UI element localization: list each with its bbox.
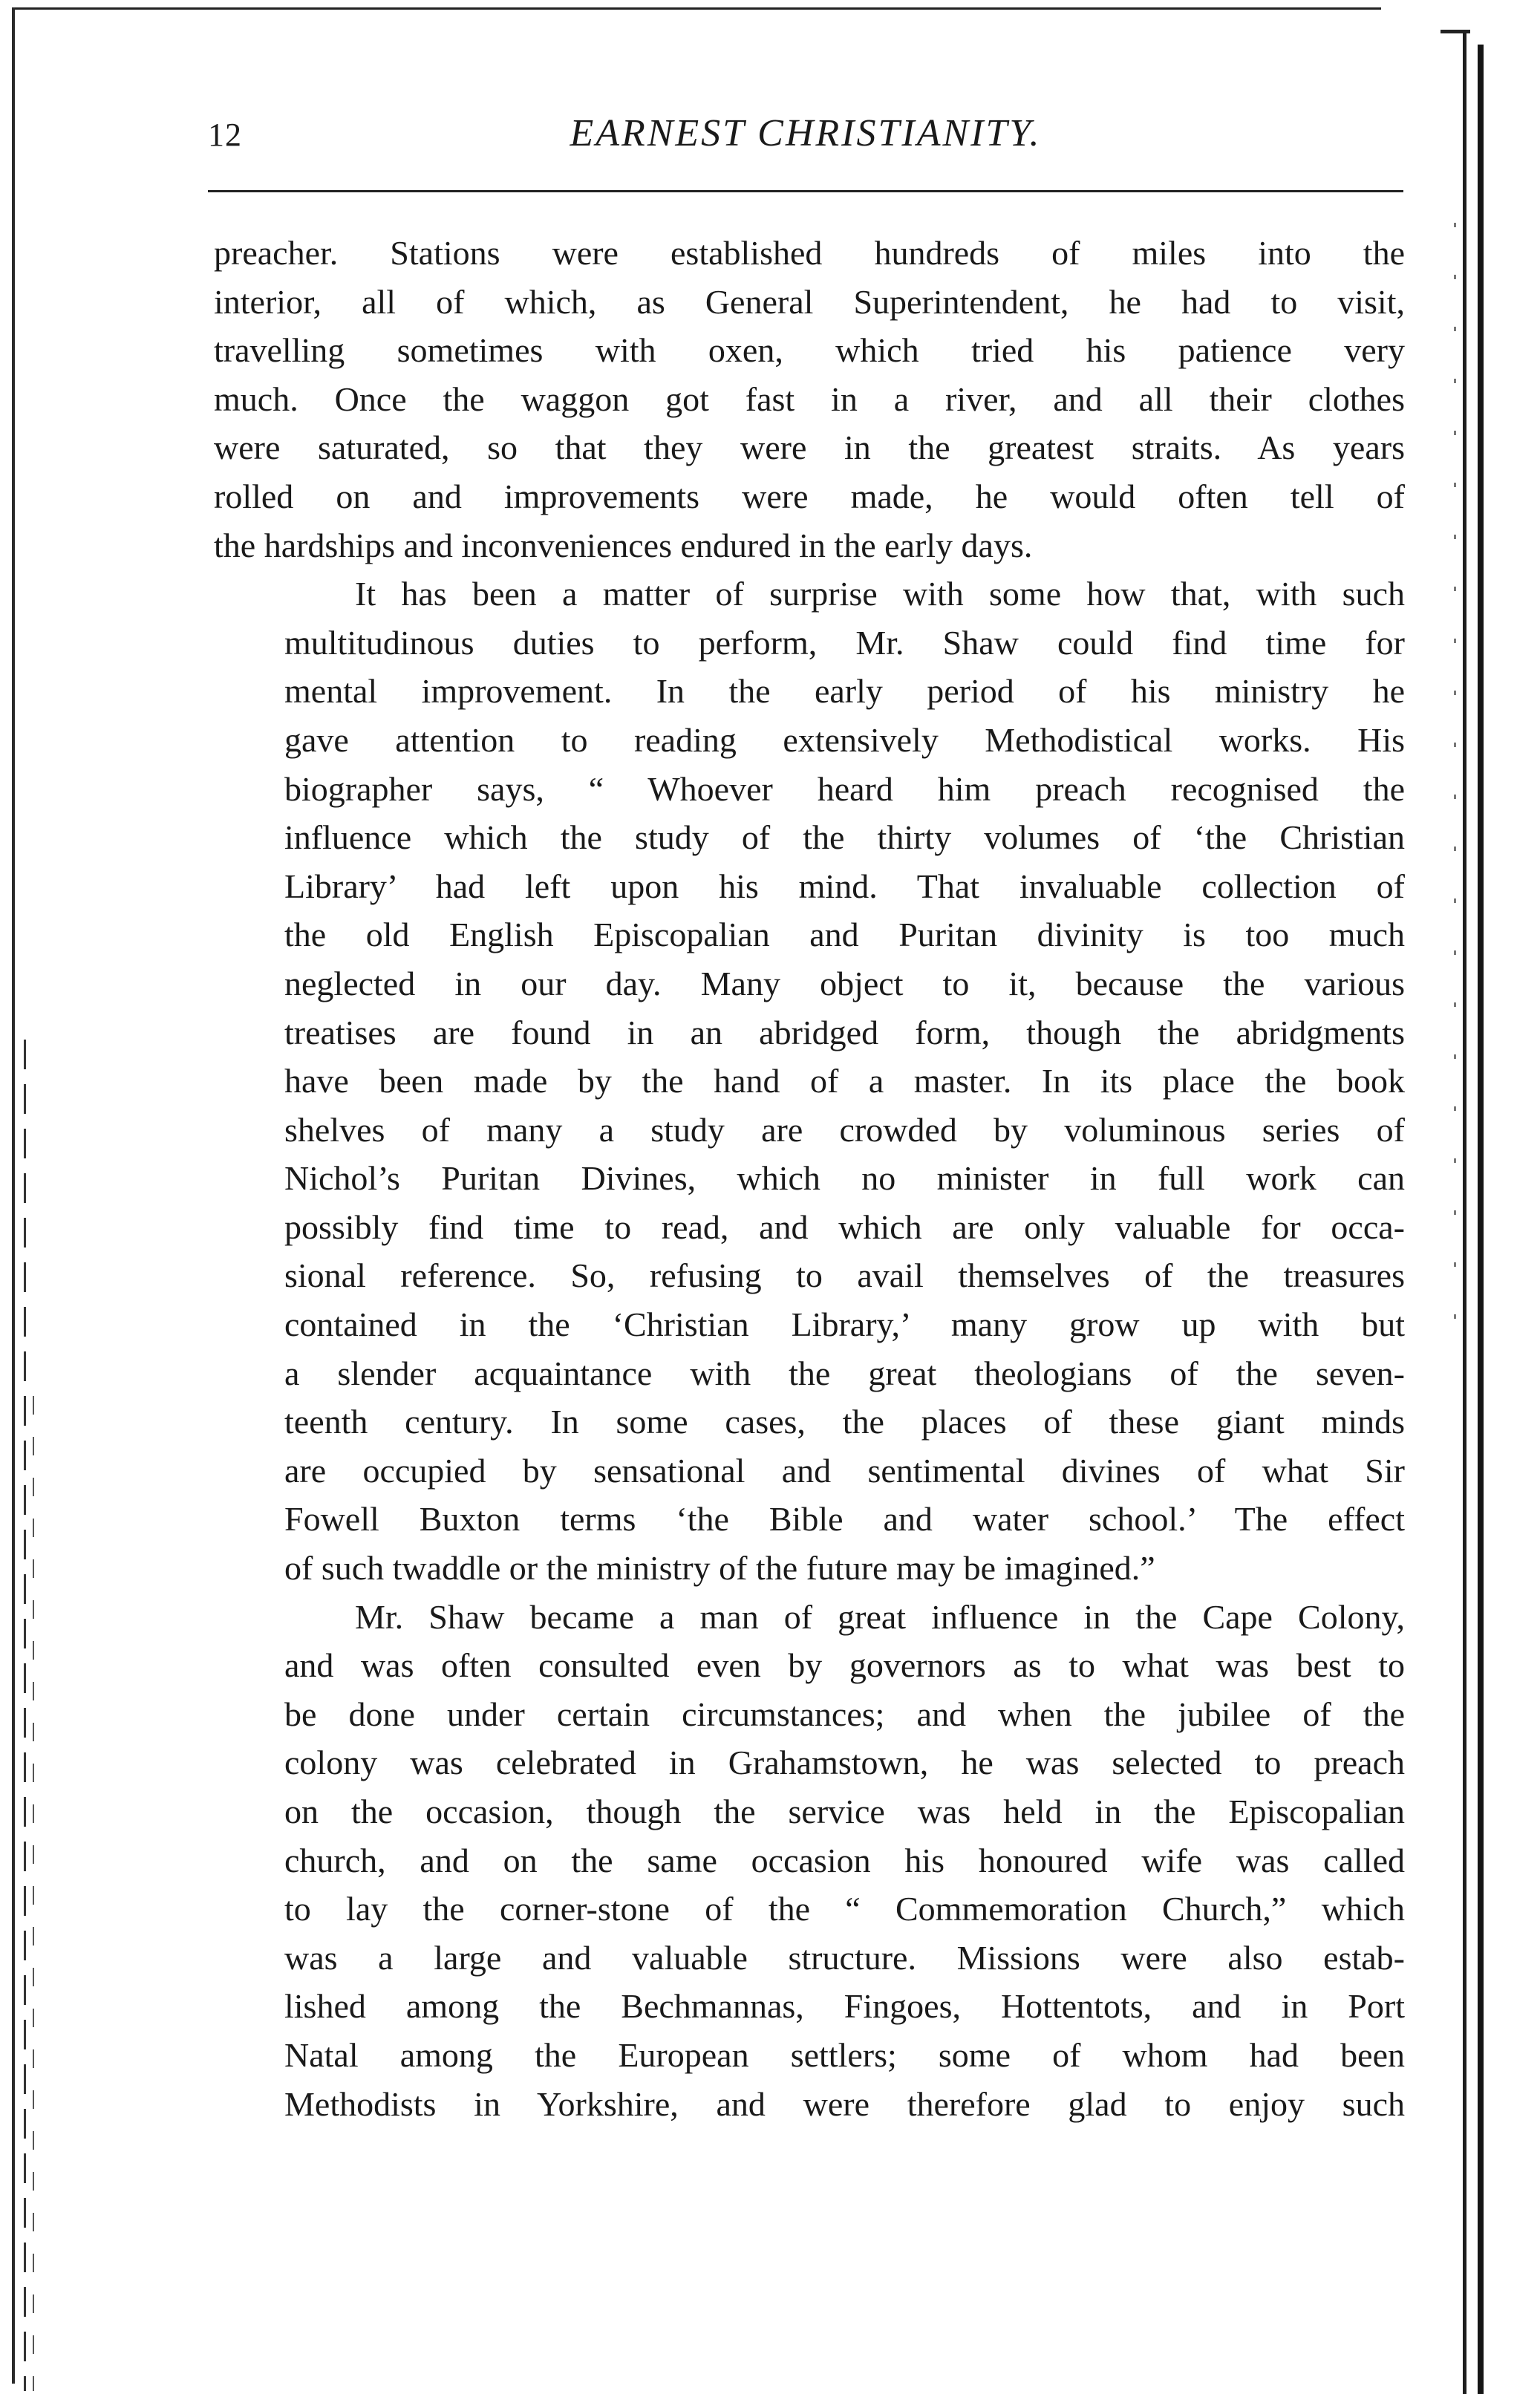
text-line: sional reference. So, refusing to avail themselves of the treasures (284, 1256, 1405, 1295)
text-line: on the occasion, though the service was held in the Episcopalian (284, 1793, 1405, 1830)
text-line: to lay the corner-stone of the “ Commemoration Church,” which (284, 1890, 1405, 1928)
text-line: lished among the Bechmannas, Fingoes, Hottentots, and in Port (284, 1987, 1405, 2026)
scan-edge-right-specks (1454, 223, 1456, 1337)
text-line: was a large and valuable structure. Missions were also estab- (284, 1938, 1405, 1977)
text-line: contained in the ‘Christian Library,’ many grow up with but (284, 1305, 1405, 1344)
text-line: have been made by the hand of a master. In its place the book (284, 1062, 1405, 1100)
text-line: travelling sometimes with oxen, which tried his patience very (214, 331, 1405, 370)
text-line: treatises are found in an abridged form, though the abridgments (284, 1013, 1405, 1051)
text-line: interior, all of which, as General Superintendent, he had to visit, (214, 282, 1405, 321)
text-line: the hardships and inconveniences endured in the early days. (214, 526, 1033, 564)
paragraph-1 (214, 229, 1405, 570)
text-line: mental improvement. In the early period of his ministry he (284, 672, 1405, 711)
scan-edge-left (12, 7, 15, 2384)
text-line: much. Once the waggon got fast in a river, and all their clothes (214, 379, 1405, 418)
text-line: a slender acquaintance with the great theologians of the seven- (284, 1354, 1405, 1392)
text-line: and was often consulted even by governors as to what was best to (284, 1646, 1405, 1685)
text-line: multitudinous duties to perform, Mr. Shaw could find time for (284, 623, 1405, 662)
running-header (208, 111, 1403, 171)
text-line: gave attention to reading extensively Methodistical works. His (284, 720, 1405, 759)
scan-edge-top (15, 7, 1381, 10)
text-line: of such twaddle or the ministry of the future may be imagined.” (284, 1549, 1155, 1588)
text-line: Nichol’s Puritan Divines, which no minister in full work can (284, 1159, 1405, 1198)
paragraph-2 (214, 570, 1405, 1592)
scan-edge-left-inner (24, 1040, 26, 2391)
text-line: are occupied by sensational and sentimental divines of what Sir (284, 1451, 1405, 1490)
text-line: the old English Episcopalian and Puritan divinity is too much (284, 916, 1405, 954)
text-line: Library’ had left upon his mind. That invaluable collection of (284, 867, 1405, 905)
text-line: be done under certain circumstances; and when the jubilee of the (284, 1695, 1405, 1733)
text-line: neglected in our day. Many object to it, because the various (284, 964, 1405, 1002)
text-line: shelves of many a study are crowded by voluminous series of (284, 1110, 1405, 1149)
text-line: biographer says, “ Whoever heard him preach recognised the (284, 769, 1405, 808)
running-title: EARNEST CHRISTIANITY. (570, 112, 1042, 154)
text-line: Mr. Shaw became a man of great influence in the Cape Colony, (355, 1597, 1405, 1636)
paragraph-3 (214, 1593, 1405, 2129)
scan-edge-right-corner (1441, 30, 1470, 33)
text-line: preacher. Stations were established hundreds of miles into the (214, 234, 1405, 272)
text-line: rolled on and improvements were made, he would often tell of (214, 477, 1405, 515)
text-line: colony was celebrated in Grahamstown, he was selected to preach (284, 1744, 1405, 1782)
text-line: influence which the study of the thirty volumes of ‘the Christian (284, 818, 1405, 857)
body-text (214, 229, 1405, 2128)
scan-edge-right (1463, 30, 1466, 2394)
scan-edge-right-outer (1478, 45, 1484, 2394)
text-line: Fowell Buxton terms ‘the Bible and water school.’ The effect (284, 1500, 1405, 1539)
text-line: It has been a matter of surprise with some how that, with such (355, 575, 1405, 613)
text-line: Methodists in Yorkshire, and were therefore glad to enjoy such (284, 2084, 1405, 2123)
header-rule (208, 190, 1403, 192)
text-line: teenth century. In some cases, the places of these giant minds (284, 1403, 1405, 1441)
scan-edge-left-faint (33, 1396, 34, 2391)
text-line: possibly find time to read, and which are only valuable for occa- (284, 1207, 1405, 1246)
text-line: Natal among the European settlers; some of whom had been (284, 2035, 1405, 2074)
text-line: church, and on the same occasion his honoured wife was called (284, 1841, 1405, 1879)
page-number: 12 (208, 117, 242, 153)
text-line: were saturated, so that they were in the greatest straits. As years (214, 428, 1405, 467)
